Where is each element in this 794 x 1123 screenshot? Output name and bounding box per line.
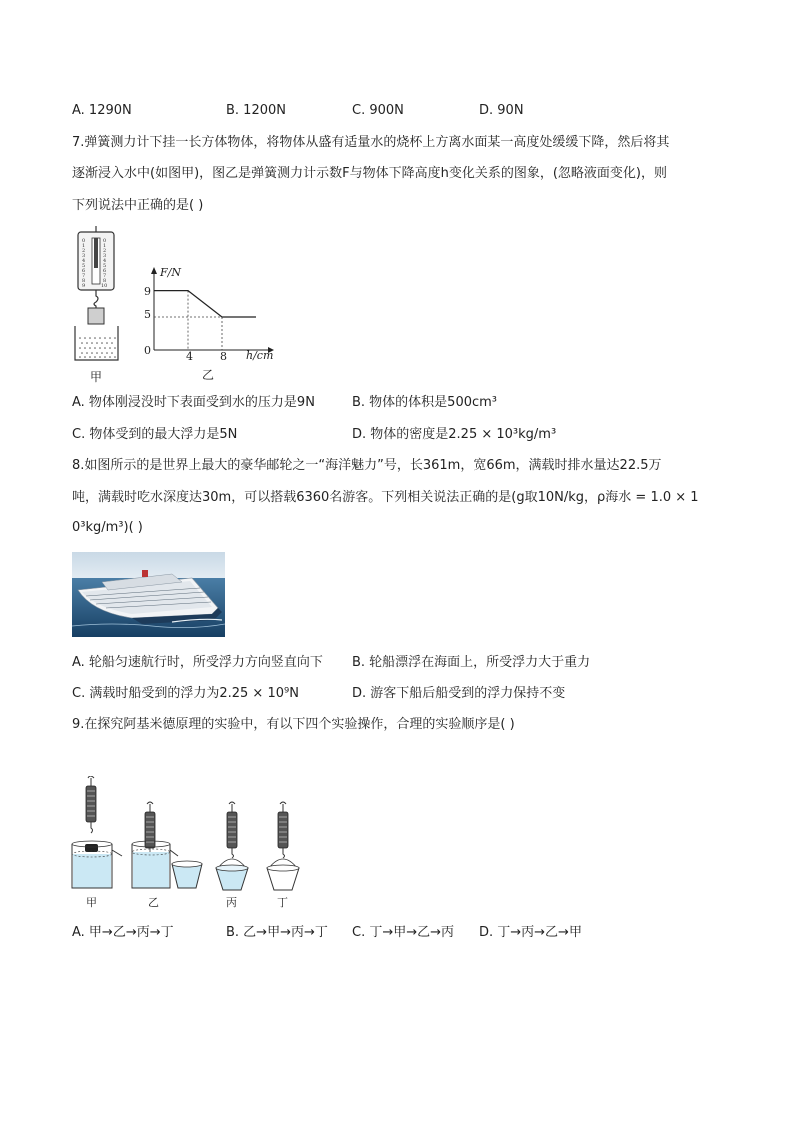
scale-mark: 1 — [103, 243, 107, 249]
x-tick-label: 8 — [220, 350, 227, 363]
figure-label-bing: 丙 — [226, 896, 237, 909]
figure-label-jia: 甲 — [86, 896, 97, 909]
scale-mark: 6 — [103, 268, 107, 274]
q8-option-d: D. 游客下船后船受到的浮力保持不变 — [352, 686, 566, 701]
origin-label: 0 — [144, 344, 151, 357]
q8-stem-line-1: 8.如图所示的是世界上最大的豪华邮轮之一“海洋魅力”号，长361m，宽66m，满载时排水量达22.5万 — [72, 458, 662, 473]
q8-stem-line-3: 0³kg/m³)( ) — [72, 520, 143, 535]
q9-option-c: C. 丁→甲→乙→丙 — [352, 925, 455, 940]
q9-option-a: A. 甲→乙→丙→丁 — [72, 925, 174, 940]
x-tick-label: 4 — [186, 350, 193, 363]
setup-jia — [72, 776, 122, 909]
scale-mark: 10 — [101, 283, 108, 289]
scale-mark: 9 — [82, 283, 86, 289]
q9-experiment-figure — [70, 776, 310, 910]
q9-stem-line-1: 9.在探究阿基米德原理的实验中，有以下四个实验操作，合理的实验顺序是( ) — [72, 717, 515, 732]
scale-mark: 2 — [82, 248, 86, 254]
q9-option-d: D. 丁→丙→乙→甲 — [479, 925, 582, 940]
figure-label-yi: 乙 — [148, 896, 159, 909]
scale-mark: 0 — [82, 238, 86, 244]
q7-figure-yi-graph — [140, 262, 290, 384]
setup-ding — [267, 802, 299, 909]
q7-figure-jia — [70, 226, 130, 386]
q7-stem-line-2: 逐渐浸入水中(如图甲)，图乙是弹簧测力计示数F与物体下降高度h变化关系的图象，(忽略液面变化)，则 — [72, 166, 668, 181]
series-line — [154, 291, 256, 317]
q8-stem-line-2: 吨，满载时吃水深度达30m，可以搭载6360名游客。下列相关说法正确的是(g取10N/kg，ρ海水 = 1.0 × 1 — [72, 490, 699, 505]
q7-option-d: D. 物体的密度是2.25 × 10³kg/m³ — [352, 427, 557, 442]
q6-option-d: D. 90N — [479, 103, 524, 118]
y-tick-label: 5 — [144, 308, 151, 321]
scale-mark: 2 — [103, 248, 107, 254]
figure-label-jia: 甲 — [90, 370, 103, 384]
scale-mark: 4 — [82, 258, 86, 264]
scale-mark: 4 — [103, 258, 107, 264]
scale-mark: 3 — [82, 253, 86, 259]
scale-mark: 1 — [82, 243, 86, 249]
q8-option-a: A. 轮船匀速航行时，所受浮力方向竖直向下 — [72, 655, 323, 670]
scale-mark: 8 — [103, 278, 107, 284]
q7-option-b: B. 物体的体积是500cm³ — [352, 395, 498, 410]
scale-mark: 7 — [82, 273, 86, 279]
scale-mark: 3 — [103, 253, 107, 259]
figure-label-ding: 丁 — [277, 896, 288, 909]
scale-mark: 6 — [82, 268, 86, 274]
scale-mark: 0 — [103, 238, 107, 244]
q7-option-a: A. 物体刚浸没时下表面受到水的压力是9N — [72, 395, 315, 410]
scale-mark: 8 — [82, 278, 86, 284]
q8-option-c: C. 满载时船受到的浮力为2.25 × 10⁹N — [72, 686, 299, 701]
cruise-ship-photo — [72, 552, 225, 637]
scale-mark: 7 — [103, 273, 107, 279]
q8-option-b: B. 轮船漂浮在海面上，所受浮力大于重力 — [352, 655, 591, 670]
q9-option-b: B. 乙→甲→丙→丁 — [226, 925, 328, 940]
q6-option-c: C. 900N — [352, 103, 404, 118]
q7-stem-line-3: 下列说法中正确的是( ) — [72, 198, 204, 213]
q6-option-b: B. 1200N — [226, 103, 286, 118]
q7-stem-line-1: 7.弹簧测力计下挂一长方体物体，将物体从盛有适量水的烧杯上方离水面某一高度处缓缓下降，然后将其 — [72, 135, 670, 150]
y-axis-label: F/N — [160, 266, 181, 279]
q6-option-a: A. 1290N — [72, 103, 132, 118]
q7-option-c: C. 物体受到的最大浮力是5N — [72, 427, 238, 442]
figure-label-yi: 乙 — [202, 368, 215, 382]
y-axis-arrow — [151, 267, 157, 274]
setup-bing — [216, 802, 248, 909]
scale-mark: 5 — [82, 263, 86, 269]
x-axis-label: h/cm — [246, 349, 274, 362]
y-tick-label: 9 — [144, 285, 151, 298]
setup-yi — [132, 802, 202, 909]
scale-mark: 5 — [103, 263, 107, 269]
